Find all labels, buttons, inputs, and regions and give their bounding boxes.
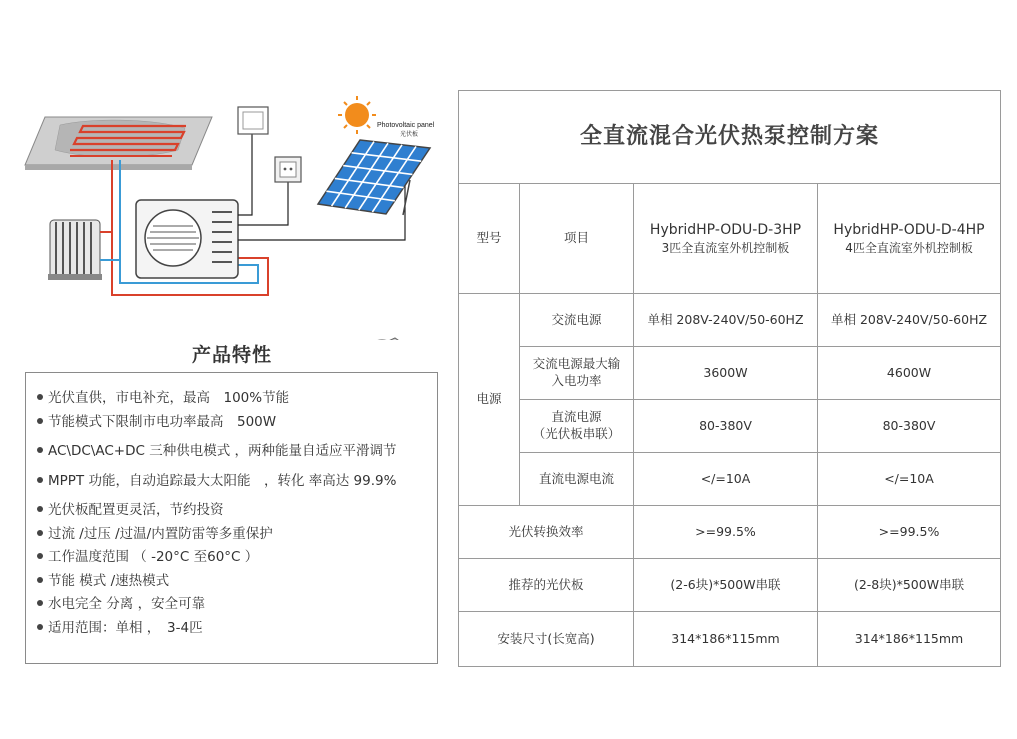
bullet-icon [37, 530, 43, 536]
feature-item: MPPT 功能，自动追踪最大太阳能 ，转化 率高达 99.9% [36, 470, 437, 494]
row-item: 交流电源 [520, 294, 634, 347]
row-value-b: 314*186*115mm [818, 612, 1001, 667]
row-value-b: 80-380V [818, 400, 1001, 453]
table-row [459, 347, 1001, 400]
control-board-icon [328, 338, 430, 340]
feature-item: 工作温度范围 （ -20°C 至60°C ） [36, 546, 437, 570]
bullet-icon [37, 447, 43, 453]
model-b-desc: 4匹全直流室外机控制板 [845, 240, 973, 255]
row-item: 安装尺寸(长宽高) [459, 612, 634, 667]
row-value-b: >=99.5% [818, 506, 1001, 559]
model-a-desc: 3匹全直流室外机控制板 [661, 240, 790, 255]
bullet-icon [37, 577, 43, 583]
bullet-icon [37, 506, 43, 512]
header-model-a [634, 184, 818, 294]
bullet-icon [37, 600, 43, 606]
table-row [459, 559, 1001, 612]
table-header-row [459, 184, 1001, 294]
table-title: 全直流混合光伏热泵控制方案 [459, 91, 1001, 184]
power-socket-icon [275, 157, 301, 182]
row-value-a: 80-380V [634, 400, 818, 453]
row-value-a: </=10A [634, 453, 818, 506]
spec-table [458, 90, 1001, 667]
feature-item: 节能 模式 /速热模式 [36, 570, 437, 594]
row-value-b: </=10A [818, 453, 1001, 506]
bullet-icon [37, 394, 43, 400]
features-list [25, 372, 438, 664]
row-value-a: >=99.5% [634, 506, 818, 559]
bullet-icon [37, 477, 43, 483]
row-item: 直流电源 （光伏板串联） [520, 400, 634, 453]
table-row [459, 453, 1001, 506]
row-value-b: (2-8块)*500W串联 [818, 559, 1001, 612]
system-illustration [0, 0, 460, 340]
row-item: 直流电源电流 [520, 453, 634, 506]
radiator-icon [48, 220, 102, 280]
row-value-a: 单相 208V-240V/50-60HZ [634, 294, 818, 347]
row-value-b: 4600W [818, 347, 1001, 400]
bullet-icon [37, 553, 43, 559]
row-value-b: 单相 208V-240V/50-60HZ [818, 294, 1001, 347]
row-item: 推荐的光伏板 [459, 559, 634, 612]
table-row [459, 506, 1001, 559]
row-value-a: (2-6块)*500W串联 [634, 559, 818, 612]
feature-item: 适用范围：单相 ， 3-4匹 [36, 617, 437, 641]
pv-panel-label-cn: 光伏板 [400, 131, 419, 138]
feature-item: 过流 /过压 /过温/内置防雷等多重保护 [36, 523, 437, 547]
feature-item: 光伏直供，市电补充，最高 100%节能 [36, 387, 437, 411]
sun-icon [338, 96, 376, 134]
table-row [459, 400, 1001, 453]
feature-item: 光伏板配置更灵活，节约投资 [36, 499, 437, 523]
header-item: 项目 [520, 184, 634, 294]
outdoor-unit-icon [136, 200, 238, 278]
features-title: 产品特性 [191, 344, 272, 366]
row-item: 交流电源最大输入电功率 [520, 347, 634, 400]
model-a-name: HybridHP-ODU-D-3HP [649, 221, 802, 238]
header-model-b [818, 184, 1001, 294]
feature-item: 节能模式下限制市电功率最高 500W [36, 411, 437, 435]
row-value-a: 314*186*115mm [634, 612, 818, 667]
row-value-a: 3600W [634, 347, 818, 400]
header-type: 型号 [459, 184, 520, 294]
row-item: 光伏转换效率 [459, 506, 634, 559]
feature-item: 水电完全 分离 ，安全可靠 [36, 593, 437, 617]
solar-panel-icon [318, 140, 430, 215]
pv-panel-label-en: Photovoltaic panel [377, 122, 435, 129]
floor-heating-icon [25, 117, 212, 170]
bullet-icon [37, 418, 43, 424]
model-b-name: HybridHP-ODU-D-4HP [833, 221, 985, 238]
feature-item: AC\DC\AC+DC 三种供电模式 ，两种能量自适应平滑调节 [36, 440, 437, 464]
power-group-label: 电源 [459, 294, 520, 506]
table-row [459, 612, 1001, 667]
bullet-icon [37, 624, 43, 630]
controller-icon [238, 107, 268, 134]
table-row [459, 294, 1001, 347]
